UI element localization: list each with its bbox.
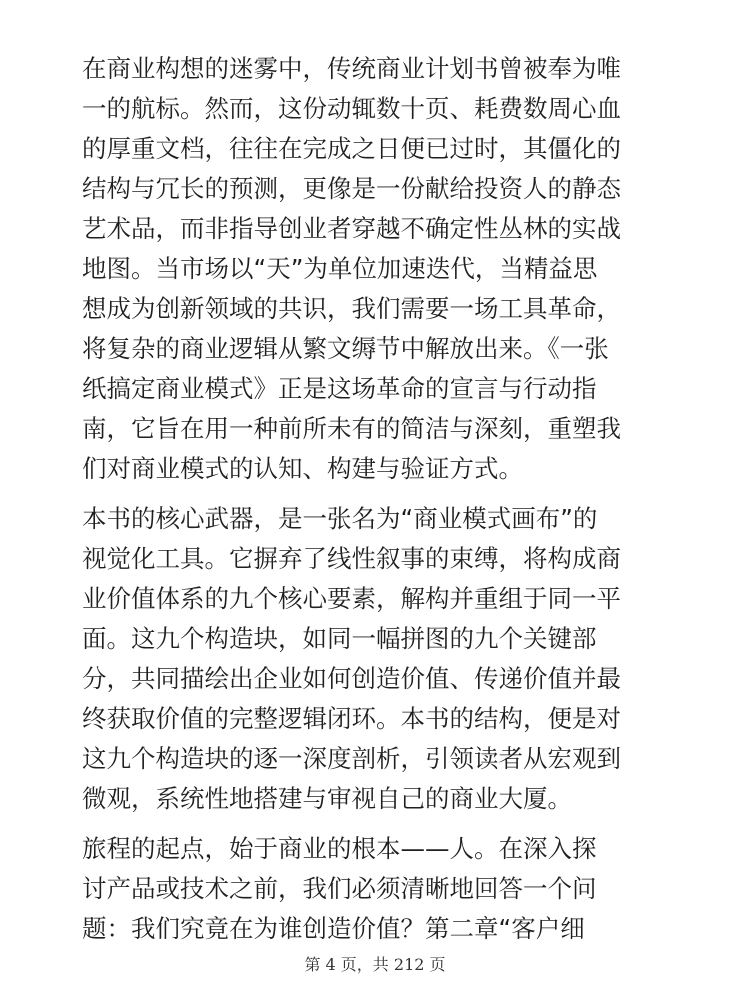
text-line: 微观，系统性地搭建与审视自己的商业大厦。 [82,784,572,813]
paragraph-3 [82,829,682,949]
text-line: 视觉化工具。它摒弃了线性叙事的束缚，将构成商 [82,544,621,573]
text-line: 艺术品，而非指导创业者穿越不确定性丛林的实战 [82,214,621,243]
text-line: 终获取价值的完整逻辑闭环。本书的结构，便是对 [82,704,621,733]
text-line: 题：我们究竟在为谁创造价值？第二章“客户细 [82,914,585,943]
text-line: 本书的核心武器，是一张名为“商业模式画布”的 [82,504,598,533]
text-line: 的厚重文档，往往在完成之日便已过时，其僵化的 [82,134,621,163]
text-line: 结构与冗长的预测，更像是一份献给投资人的静态 [82,174,621,203]
text-line: 在商业构想的迷雾中，传统商业计划书曾被奉为唯 [82,54,621,83]
body-text [82,49,682,959]
text-line: 这九个构造块的逐一深度剖析，引领读者从宏观到 [82,744,621,773]
text-line: 面。这九个构造块，如同一幅拼图的九个关键部 [82,624,597,653]
text-line: 地图。当市场以“天”为单位加速迭代，当精益思 [82,254,598,283]
text-line: 南，它旨在用一种前所未有的简洁与深刻，重塑我 [82,414,621,443]
text-line: 们对商业模式的认知、构建与验证方式。 [82,454,523,483]
text-line: 分，共同描绘出企业如何创造价值、传递价值并最 [82,664,621,693]
text-line: 将复杂的商业逻辑从繁文缛节中解放出来。《一张 [82,334,609,363]
text-line: 讨产品或技术之前，我们必须清晰地回答一个问 [82,874,597,903]
text-line: 旅程的起点，始于商业的根本——人。在深入探 [82,834,597,863]
text-line: 想成为创新领域的共识，我们需要一场工具革命， [82,294,621,323]
paragraph-1 [82,49,682,489]
page-number-footer: 第 4 页，共 212 页 [304,955,446,974]
text-line: 业价值体系的九个核心要素，解构并重组于同一平 [82,584,621,613]
paragraph-2 [82,499,682,819]
text-line: 一的航标。然而，这份动辄数十页、耗费数周心血 [82,94,621,123]
text-line: 纸搞定商业模式》正是这场革命的宣言与行动指 [82,374,597,403]
